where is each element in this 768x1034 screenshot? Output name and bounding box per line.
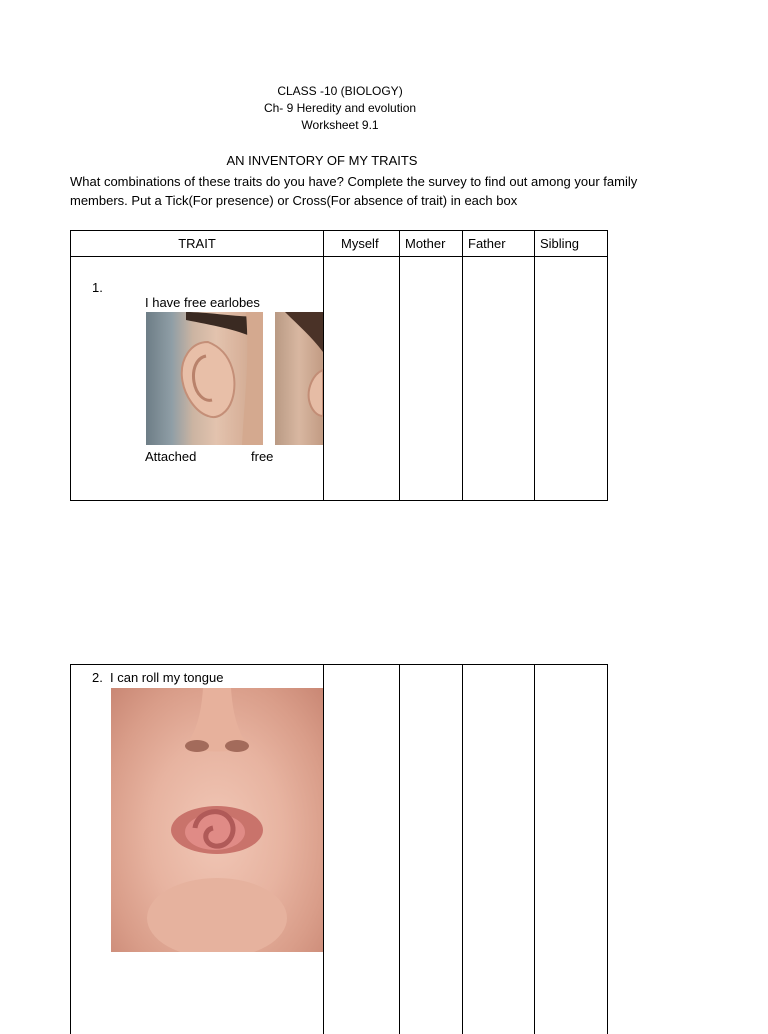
header-mother: Mother bbox=[405, 236, 446, 251]
caption-attached: Attached bbox=[145, 449, 197, 464]
trait-label-earlobes: I have free earlobes bbox=[145, 295, 260, 310]
header-myself: Myself bbox=[341, 236, 379, 251]
class-title: CLASS -10 (BIOLOGY) bbox=[277, 84, 403, 98]
worksheet-number: Worksheet 9.1 bbox=[301, 118, 379, 132]
cell-sibling-1[interactable] bbox=[535, 257, 607, 501]
trait-number-2: 2. bbox=[92, 670, 103, 685]
ear-icon bbox=[146, 312, 263, 445]
tongue-roll-image bbox=[111, 688, 323, 952]
attached-earlobe-image bbox=[146, 312, 263, 445]
ear-icon bbox=[275, 312, 323, 445]
trait-number-1: 1. bbox=[92, 280, 103, 295]
caption-free: free bbox=[251, 449, 274, 464]
instructions-text: What combinations of these traits do you have? Complete the survey to find out among your family members. Put a Tick(For presence) or Cross(For absence of trait) in each box bbox=[70, 174, 638, 208]
tongue-icon bbox=[111, 688, 323, 952]
free-earlobe-image bbox=[275, 312, 323, 445]
cell-myself-1[interactable] bbox=[324, 257, 399, 501]
header-father: Father bbox=[468, 236, 506, 251]
cell-mother-2[interactable] bbox=[400, 665, 462, 1025]
cell-mother-1[interactable] bbox=[400, 257, 462, 501]
cell-myself-2[interactable] bbox=[324, 665, 399, 1025]
header-sibling: Sibling bbox=[540, 236, 580, 251]
cell-father-2[interactable] bbox=[463, 665, 534, 1025]
cell-sibling-2[interactable] bbox=[535, 665, 607, 1025]
header-trait: TRAIT bbox=[178, 236, 216, 251]
worksheet-header bbox=[0, 83, 680, 134]
cell-father-1[interactable] bbox=[463, 257, 534, 501]
chapter-title: Ch- 9 Heredity and evolution bbox=[263, 101, 417, 115]
inventory-title: AN INVENTORY OF MY TRAITS bbox=[226, 153, 418, 168]
trait-label-tongue: I can roll my tongue bbox=[110, 670, 224, 685]
